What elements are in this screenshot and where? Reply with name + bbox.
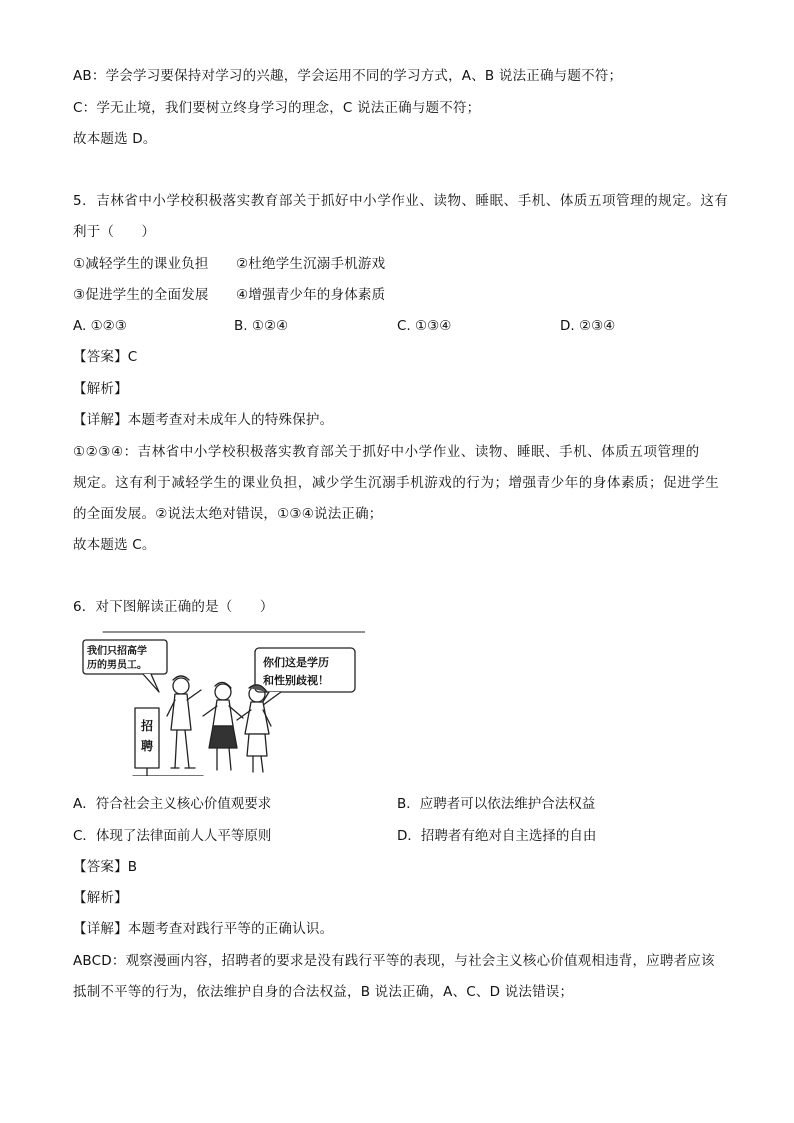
q5-stem-line2: 利于（ ）	[73, 224, 156, 240]
q6-stem: 6．对下图解读正确的是（ ）	[73, 599, 274, 615]
q5-option-a: A. ①②③	[73, 318, 127, 334]
sign-char-2: 聘	[141, 739, 154, 753]
q6-option-d: D．招聘者有绝对自主选择的自由	[397, 828, 597, 844]
q5-option-c: C. ①③④	[397, 318, 452, 334]
q5-analysis-label: 【解析】	[73, 381, 128, 397]
bubble-right-line1: 你们这是学历	[263, 656, 329, 669]
q5-answer: 【答案】C	[73, 349, 138, 365]
q5-option-b: B. ①②④	[234, 318, 289, 334]
q6-option-c: C．体现了法律面前人人平等原则	[73, 828, 272, 844]
prev-explanation-c: C：学无止境，我们要树立终身学习的理念，C 说法正确与题不符；	[73, 100, 481, 116]
prev-conclusion: 故本题选 D。	[73, 131, 157, 147]
q6-explanation-line1: ABCD：观察漫画内容，招聘者的要求是没有践行平等的表现，与社会主义核心价值观相违背，应聘者应该	[73, 953, 715, 969]
q5-explanation-line2: 规定。这有利于减轻学生的课业负担，减少学生沉溺手机游戏的行为；增强青少年的身体素质；促进学生	[73, 475, 720, 491]
q6-detail: 【详解】本题考查对践行平等的正确认识。	[73, 921, 334, 937]
q5-explanation-line1: ①②③④：吉林省中小学校积极落实教育部关于抓好中小学作业、读物、睡眠、手机、体质五项管理的	[73, 444, 700, 460]
q5-items-line2: ③促进学生的全面发展 ④增强青少年的身体素质	[73, 287, 386, 303]
prev-explanation-ab: AB：学会学习要保持对学习的兴趣，学会运用不同的学习方式，A、B 说法正确与题不符；	[73, 68, 623, 84]
cartoon-illustration	[73, 630, 365, 776]
sign-char-1: 招	[141, 719, 154, 733]
q6-cartoon	[73, 630, 365, 776]
bubble-left-line1: 我们只招高学	[87, 646, 147, 657]
bubble-left-line2: 历的男员工。	[87, 660, 147, 671]
q6-explanation-line2: 抵制不平等的行为，依法维护自身的合法权益，B 说法正确，A、C、D 说法错误；	[73, 984, 574, 1000]
q6-analysis-label: 【解析】	[73, 890, 128, 906]
q6-answer: 【答案】B	[73, 859, 138, 875]
q6-option-b: B．应聘者可以依法维护合法权益	[397, 796, 596, 812]
bubble-right-line2: 和性别歧视！	[263, 674, 329, 687]
q5-detail: 【详解】本题考查对未成年人的特殊保护。	[73, 412, 334, 428]
q5-conclusion: 故本题选 C。	[73, 537, 156, 553]
q5-items-line1: ①减轻学生的课业负担 ②杜绝学生沉溺手机游戏	[73, 256, 386, 272]
q6-option-a: A．符合社会主义核心价值观要求	[73, 796, 272, 812]
q5-option-d: D. ②③④	[560, 318, 616, 334]
q5-stem-line1: 5．吉林省中小学校积极落实教育部关于抓好中小学作业、读物、睡眠、手机、体质五项管理的规定。这有	[73, 193, 729, 209]
q5-explanation-line3: 的全面发展。②说法太绝对错误，①③④说法正确；	[73, 506, 383, 522]
